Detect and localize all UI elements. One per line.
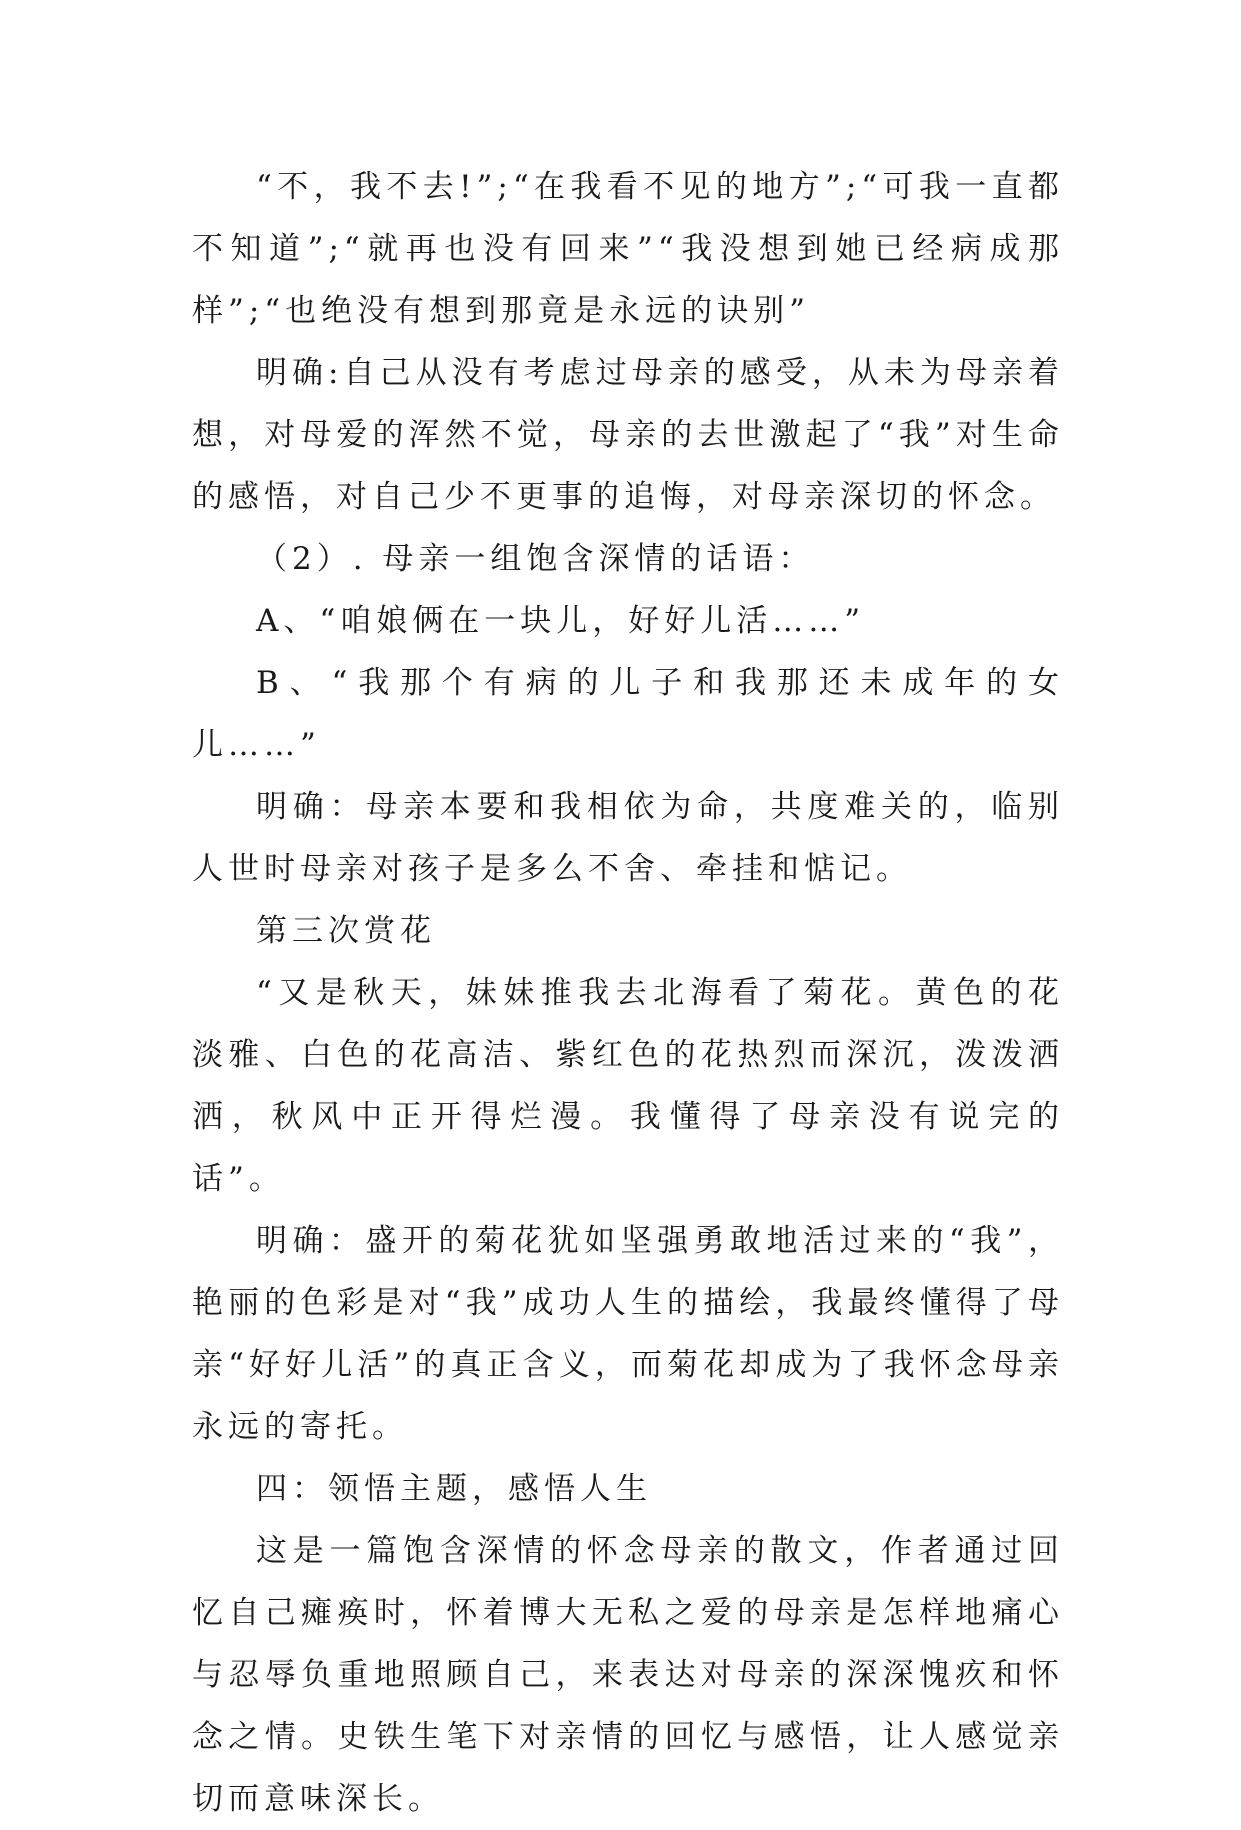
summary-paragraph: 这是一篇饱含深情的怀念母亲的散文，作者通过回忆自己瘫痪时，怀着博大无私之爱的母亲是怎样地痛心与忍辱负重地照顾自己，来表达对母亲的深深愧疚和怀念之情。史铁生笔下对亲情的回忆与感悟，让人感觉亲切而意味深长。 xyxy=(192,1533,1064,1817)
section-heading-2: （2）. 母亲一组饱含深情的话语： xyxy=(256,541,815,577)
quote-paragraph-autumn: “又是秋天，妹妹推我去北海看了菊花。黄色的花淡雅、白色的花高洁、紫红色的花热烈而深沉，泼泼洒洒，秋风中正开得烂漫。我懂得了母亲没有说完的话”。 xyxy=(192,975,1064,1197)
document-body xyxy=(192,156,1064,1830)
quote-paragraph: “不，我不去!”;“在我看不见的地方”;“可我一直都不知道”;“就再也没有回来”“我没想到她已经病成那样”;“也绝没有想到那竟是永远的诀别” xyxy=(192,169,1064,329)
list-item-a: A、“咱娘俩在一块儿，好好儿活……” xyxy=(256,603,866,639)
list-item-b: B、“我那个有病的儿子和我那还未成年的女儿……” xyxy=(192,665,1064,763)
section-heading-third-flower-viewing: 第三次赏花 xyxy=(256,913,436,949)
section-heading-theme: 四：领悟主题，感悟人生 xyxy=(256,1471,652,1507)
clarification-paragraph-1: 明确:自己从没有考虑过母亲的感受，从未为母亲着想，对母爱的浑然不觉，母亲的去世激起了“我”对生命的感悟，对自己少不更事的追悔，对母亲深切的怀念。 xyxy=(192,355,1064,515)
clarification-paragraph-3: 明确：盛开的菊花犹如坚强勇敢地活过来的“我”，艳丽的色彩是对“我”成功人生的描绘，我最终懂得了母亲“好好儿活”的真正含义，而菊花却成为了我怀念母亲永远的寄托。 xyxy=(192,1223,1064,1445)
clarification-paragraph-2: 明确：母亲本要和我相依为命，共度难关的，临别人世时母亲对孩子是多么不舍、牵挂和惦记。 xyxy=(192,789,1064,887)
